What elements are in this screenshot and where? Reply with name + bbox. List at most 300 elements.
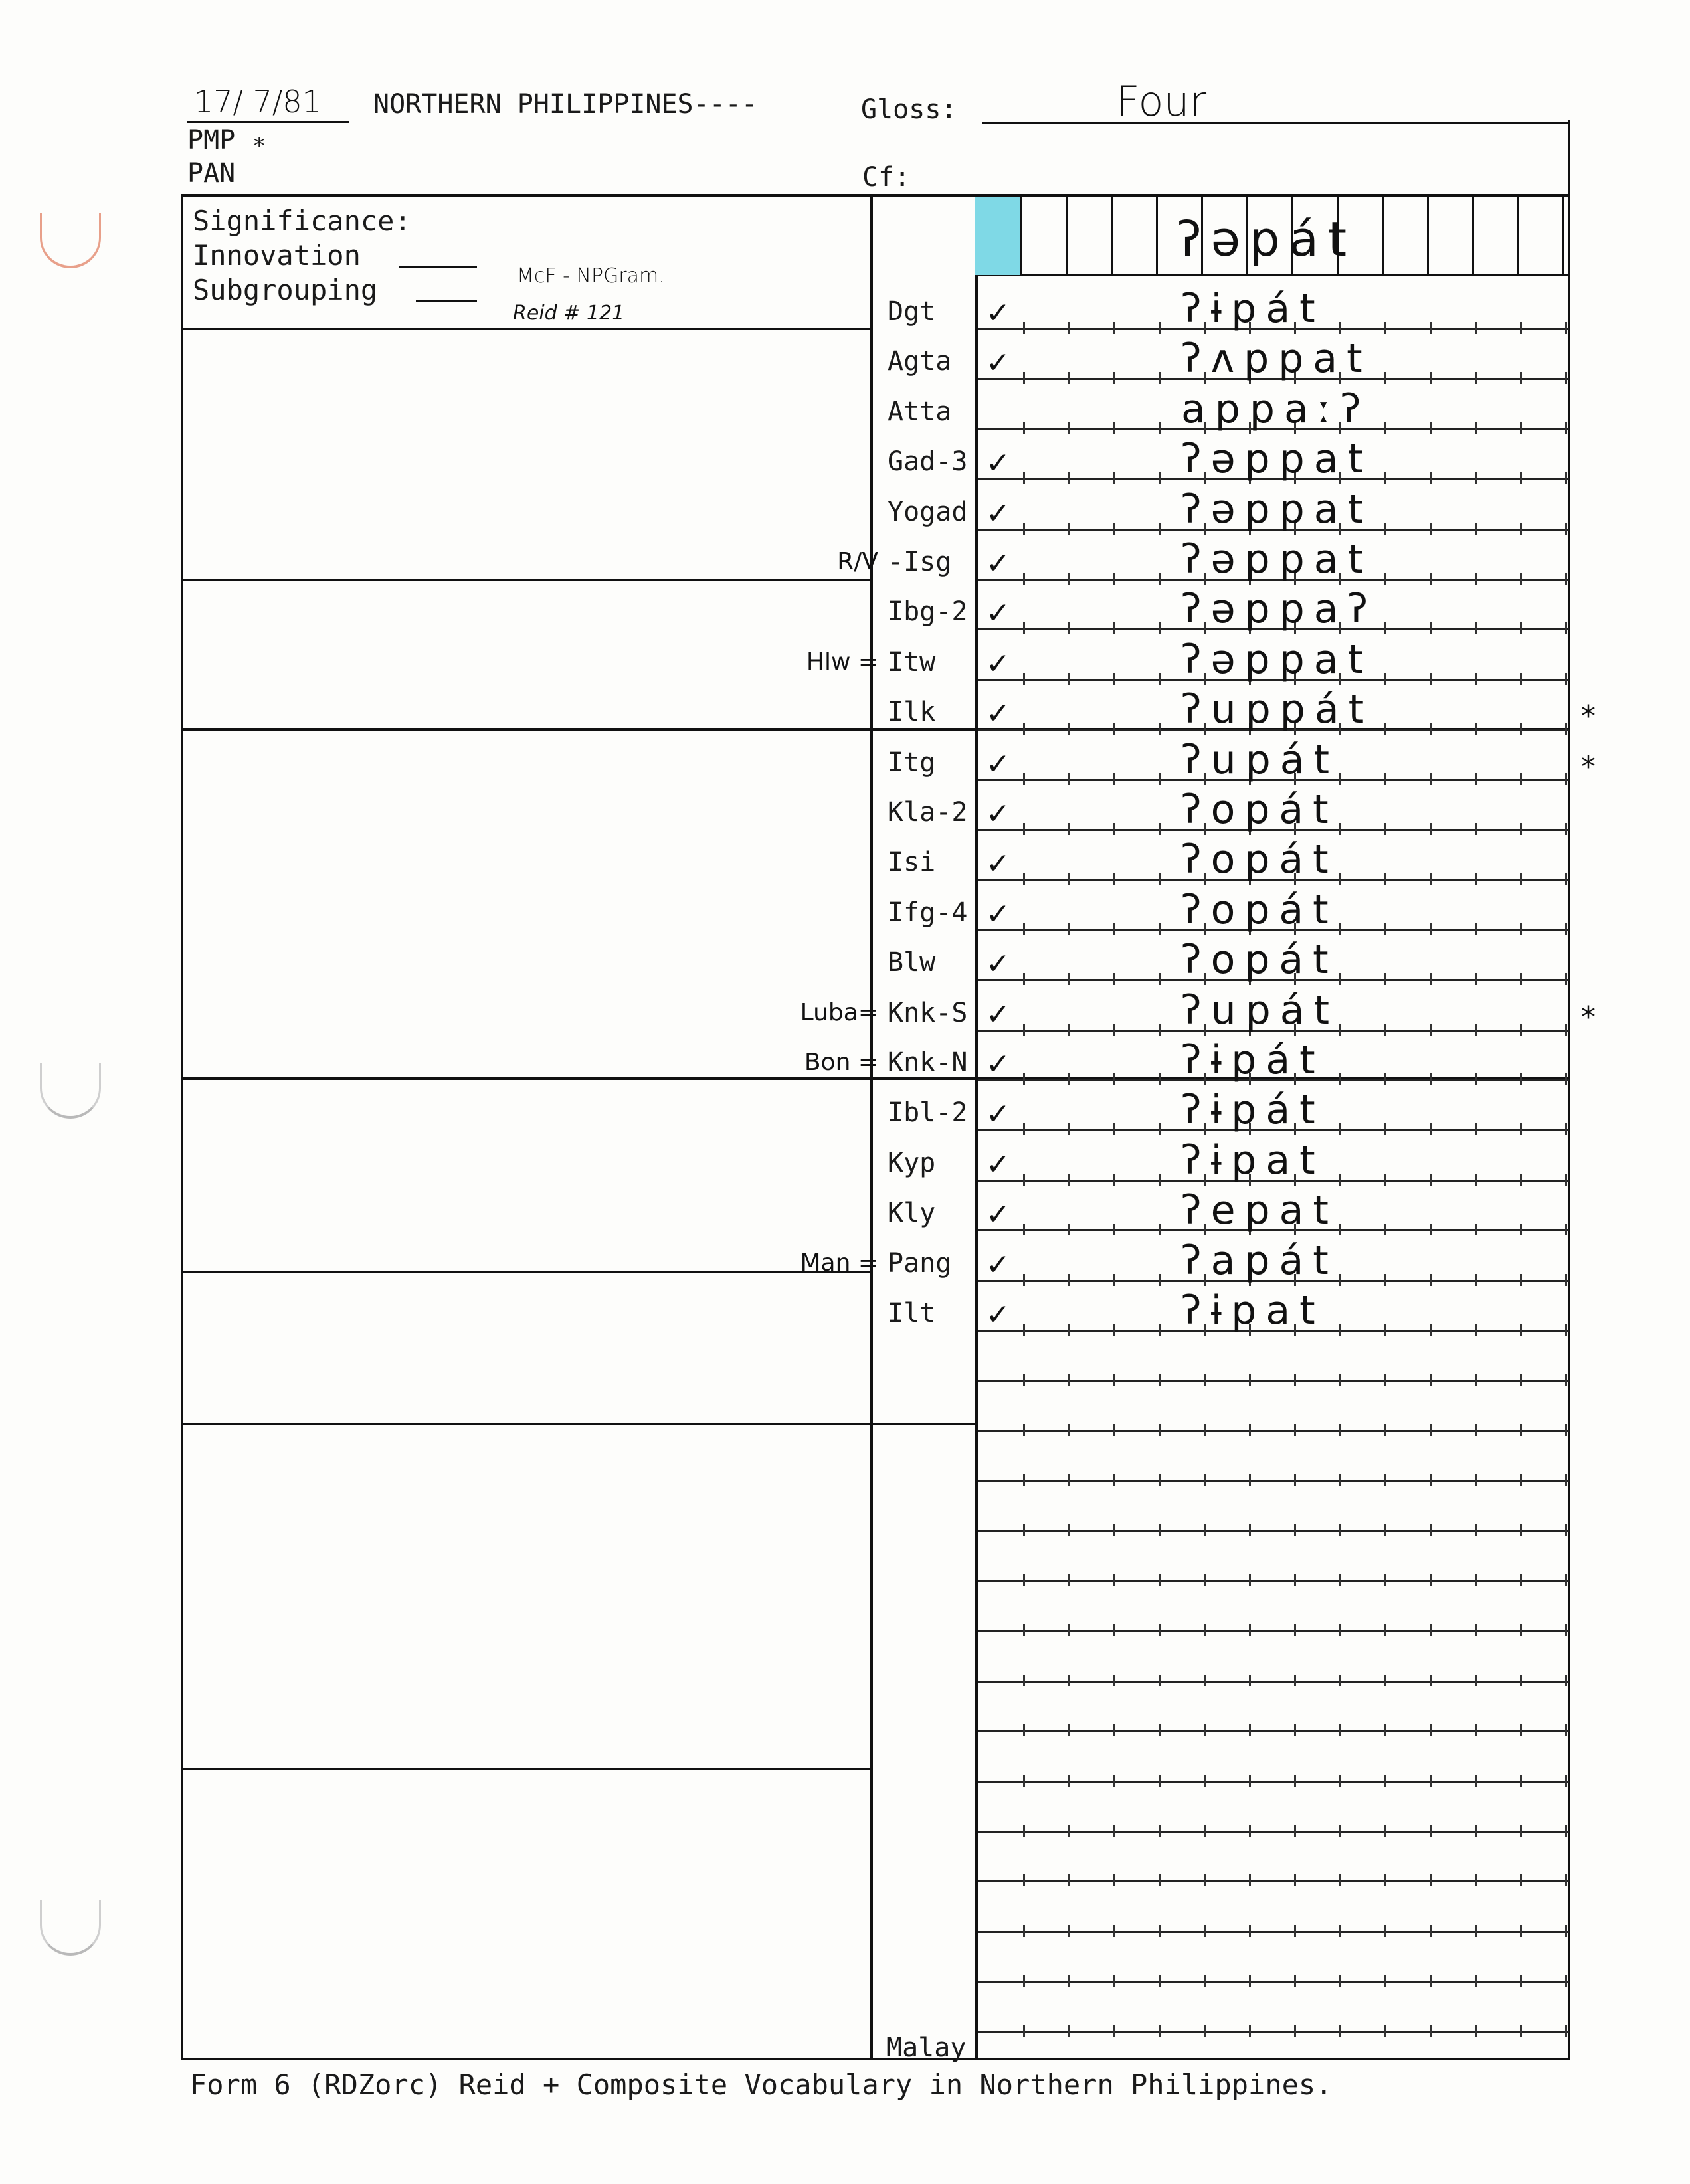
ruled-line-tick [1339, 873, 1341, 885]
reflex-form: ʔopát [1181, 937, 1338, 983]
check-mark: ✓ [986, 1097, 1010, 1131]
ruled-line-tick [1384, 973, 1386, 985]
ruled-line-tick [1249, 1374, 1251, 1386]
ruled-line [978, 1530, 1569, 1532]
ruled-line-tick [1565, 673, 1567, 685]
ruled-line-tick [1520, 1825, 1522, 1837]
source-reference-1: McF - NPGram. [517, 264, 665, 288]
ruled-line-tick [1565, 973, 1567, 985]
ruled-line-tick [1565, 1123, 1567, 1135]
ruled-line-tick [1520, 322, 1522, 334]
ruled-line-tick [1159, 773, 1161, 785]
ruled-line-tick [1068, 472, 1070, 484]
proto-cell [975, 197, 1022, 275]
ruled-line-tick [1113, 1825, 1115, 1837]
ruled-line-tick [1475, 773, 1477, 785]
ruled-line-tick [1113, 322, 1115, 334]
ruled-line-tick [1249, 1975, 1251, 1987]
ruled-line-tick [1475, 1274, 1477, 1286]
ruled-line-tick [1430, 1123, 1432, 1135]
ruled-line-tick [1565, 1324, 1567, 1336]
ruled-line-tick [1384, 1224, 1386, 1235]
ruled-line [978, 1580, 1569, 1582]
ruled-line-tick [1520, 1624, 1522, 1636]
ruled-line-tick [1565, 573, 1567, 585]
ruled-line-tick [1023, 523, 1025, 535]
ruled-line-tick [1023, 622, 1025, 634]
ruled-line-tick [1565, 1825, 1567, 1837]
language-code: -Isg [888, 547, 952, 577]
ruled-line-tick [1520, 1724, 1522, 1736]
ruled-line-tick [1520, 823, 1522, 835]
ruled-line-tick [1068, 1024, 1070, 1036]
ruled-line-tick [1430, 1624, 1432, 1636]
ruled-line-tick [1159, 1073, 1161, 1085]
date-underline [187, 121, 349, 123]
ruled-line-tick [1249, 1524, 1251, 1536]
ruled-line-tick [1565, 723, 1567, 735]
ruled-line-tick [1520, 1524, 1522, 1536]
check-mark: ✓ [986, 1298, 1010, 1332]
ruled-line [978, 1981, 1569, 1983]
ruled-line-tick [1339, 1675, 1341, 1686]
ruled-line-tick [1565, 1925, 1567, 1937]
ruled-line [978, 1781, 1569, 1783]
ruled-line-tick [1159, 1123, 1161, 1135]
ruled-line-tick [1068, 1474, 1070, 1486]
ruled-line-tick [1339, 1474, 1341, 1486]
ruled-line-tick [1430, 322, 1432, 334]
ruled-line-tick [1475, 372, 1477, 384]
binder-hole-bottom [40, 1900, 101, 1956]
ruled-line-tick [1384, 1775, 1386, 1787]
reflex-form: ʔəppat [1181, 486, 1372, 533]
ruled-line [978, 1630, 1569, 1632]
ruled-line-tick [1475, 1825, 1477, 1837]
ruled-line-tick [1159, 1624, 1161, 1636]
ruled-line-tick [1204, 1424, 1206, 1436]
reflex-form: ʔɨpát [1181, 286, 1325, 332]
ruled-line-tick [1249, 1574, 1251, 1586]
ruled-line-tick [1565, 1724, 1567, 1736]
ruled-line-tick [1430, 973, 1432, 985]
ruled-line-tick [1384, 1123, 1386, 1135]
ruled-line-tick [1068, 1224, 1070, 1235]
cf-label: Cf: [862, 162, 911, 193]
ruled-line-tick [1520, 1224, 1522, 1235]
reflex-form: appaːʔ [1181, 386, 1370, 432]
ruled-line-tick [1384, 773, 1386, 785]
ruled-line-tick [1520, 723, 1522, 735]
ruled-line-tick [1159, 472, 1161, 484]
ruled-line-tick [1068, 622, 1070, 634]
ruled-line-tick [1430, 1675, 1432, 1686]
ruled-line-tick [1339, 1424, 1341, 1436]
ruled-line-tick [1113, 1775, 1115, 1787]
ruled-line-tick [1520, 973, 1522, 985]
row-prefix: Luba= [800, 999, 878, 1026]
ruled-line-tick [1475, 923, 1477, 935]
reflex-form: ʔɨpát [1181, 1037, 1325, 1083]
form-date: 17/ 7/81 [194, 84, 322, 120]
ruled-line-tick [1023, 773, 1025, 785]
ruled-line-tick [1113, 1524, 1115, 1536]
ruled-line-tick [1339, 1574, 1341, 1586]
ruled-line-tick [1565, 773, 1567, 785]
ruled-line-tick [1204, 2025, 1206, 2037]
pmp-mark: * [252, 133, 266, 159]
ruled-line-tick [1520, 1324, 1522, 1336]
ruled-line-tick [1430, 1424, 1432, 1436]
check-mark: ✓ [986, 296, 1010, 330]
ruled-line-tick [1113, 673, 1115, 685]
ruled-line-tick [1204, 1975, 1206, 1987]
ruled-line-tick [1023, 823, 1025, 835]
check-mark: ✓ [986, 747, 1010, 781]
ruled-line-tick [1023, 1224, 1025, 1235]
ruled-line-tick [1565, 523, 1567, 535]
ruled-line-tick [1249, 1775, 1251, 1787]
ruled-line-tick [1339, 1374, 1341, 1386]
ruled-line-tick [1023, 322, 1025, 334]
ruled-line-tick [1068, 1174, 1070, 1186]
ruled-line-tick [1475, 322, 1477, 334]
ruled-line-tick [1565, 1174, 1567, 1186]
ruled-line-tick [1159, 322, 1161, 334]
ruled-line-tick [1023, 422, 1025, 434]
star-mark: * [1581, 699, 1596, 733]
ruled-line-tick [1475, 2025, 1477, 2037]
ruled-line-tick [1113, 573, 1115, 585]
language-code: Yogad [888, 497, 968, 527]
ruled-line-tick [1475, 573, 1477, 585]
ruled-line-tick [1023, 1724, 1025, 1736]
ruled-line-tick [1565, 1374, 1567, 1386]
ruled-line-tick [1384, 923, 1386, 935]
ruled-line-tick [1113, 1724, 1115, 1736]
proto-cell [1156, 197, 1203, 275]
ruled-line-tick [1565, 1274, 1567, 1286]
innovation-blank [399, 266, 477, 268]
ruled-line-tick [1430, 1474, 1432, 1486]
ruled-line-tick [1565, 322, 1567, 334]
ruled-line-tick [1430, 1775, 1432, 1787]
ruled-line-tick [1249, 1424, 1251, 1436]
ruled-line-tick [1430, 1174, 1432, 1186]
ruled-line-tick [1384, 1024, 1386, 1036]
ruled-line-tick [1384, 1274, 1386, 1286]
binder-hole-middle [40, 1063, 101, 1119]
left-divider-6 [181, 1423, 978, 1425]
ruled-line-tick [1384, 1624, 1386, 1636]
ruled-line-tick [1430, 1874, 1432, 1886]
ruled-line-tick [1430, 873, 1432, 885]
ruled-line-tick [1159, 1724, 1161, 1736]
ruled-line-tick [1475, 1925, 1477, 1937]
ruled-line [978, 1430, 1569, 1432]
ruled-line-tick [1068, 1374, 1070, 1386]
ruled-line-tick [1023, 1024, 1025, 1036]
ruled-line-tick [1430, 1324, 1432, 1336]
ruled-line-tick [1475, 1675, 1477, 1686]
ruled-line-tick [1520, 372, 1522, 384]
ruled-line-tick [1520, 472, 1522, 484]
ruled-line-tick [1339, 1724, 1341, 1736]
gloss-underline [982, 122, 1569, 124]
ruled-line-tick [1023, 1174, 1025, 1186]
ruled-line-tick [1339, 823, 1341, 835]
ruled-line-tick [1023, 1624, 1025, 1636]
ruled-line-tick [1565, 1624, 1567, 1636]
ruled-line-tick [1068, 923, 1070, 935]
ruled-line-tick [1159, 1675, 1161, 1686]
language-code: Atta [888, 397, 952, 427]
ruled-line-tick [1339, 1925, 1341, 1937]
ruled-line-tick [1159, 622, 1161, 634]
ruled-line-tick [1204, 1825, 1206, 1837]
language-code: Ibl-2 [888, 1097, 968, 1128]
ruled-line-tick [1159, 923, 1161, 935]
ruled-line-tick [1068, 1675, 1070, 1686]
ruled-line-tick [1068, 673, 1070, 685]
ruled-line-tick [1475, 1324, 1477, 1336]
binder-hole-top [40, 213, 101, 268]
ruled-line-tick [1113, 1224, 1115, 1235]
ruled-line-tick [1068, 1724, 1070, 1736]
language-code: Ifg-4 [888, 897, 968, 928]
significance-label: Significance: [193, 205, 411, 237]
ruled-line-tick [1113, 1274, 1115, 1286]
ruled-line-tick [1520, 622, 1522, 634]
ruled-line-tick [1430, 422, 1432, 434]
ruled-line-tick [1565, 472, 1567, 484]
ruled-line-tick [1159, 523, 1161, 535]
ruled-line-tick [1068, 1775, 1070, 1787]
ruled-line-tick [1294, 1474, 1296, 1486]
ruled-line-tick [1159, 573, 1161, 585]
ruled-line-tick [1475, 1724, 1477, 1736]
ruled-line-tick [1430, 1724, 1432, 1736]
ruled-line [978, 1730, 1569, 1732]
reflex-form: ʔɨpát [1181, 1087, 1325, 1133]
language-code: Pang [888, 1248, 952, 1279]
ruled-line-tick [1294, 1374, 1296, 1386]
ruled-line-tick [1068, 723, 1070, 735]
ruled-line-tick [1520, 873, 1522, 885]
ruled-line-tick [1023, 873, 1025, 885]
ruled-line-tick [1294, 1975, 1296, 1987]
row-prefix: R/V [837, 548, 878, 575]
ruled-line-tick [1475, 1123, 1477, 1135]
language-code: Isi [888, 847, 936, 877]
language-code: Kla-2 [888, 797, 968, 828]
language-column-left-border [870, 194, 873, 2060]
ruled-line-tick [1565, 422, 1567, 434]
ruled-line-tick [1113, 1324, 1115, 1336]
ruled-line-tick [1520, 1123, 1522, 1135]
ruled-line-tick [1204, 1374, 1206, 1386]
ruled-line-tick [1023, 673, 1025, 685]
ruled-line-tick [1565, 923, 1567, 935]
ruled-line-tick [1384, 1724, 1386, 1736]
ruled-line-tick [1068, 1524, 1070, 1536]
ruled-line-tick [1384, 673, 1386, 685]
ruled-line-tick [1475, 422, 1477, 434]
reflex-form: ʔapát [1181, 1237, 1338, 1284]
ruled-line-tick [1565, 1975, 1567, 1987]
ruled-line-tick [1520, 1274, 1522, 1286]
ruled-line-tick [1384, 1825, 1386, 1837]
ruled-line-tick [1384, 1474, 1386, 1486]
proto-cell [1472, 197, 1519, 275]
star-mark: * [1581, 1000, 1596, 1034]
ruled-line-tick [1113, 2025, 1115, 2037]
ruled-line [978, 1380, 1569, 1382]
ruled-line-tick [1294, 1775, 1296, 1787]
ruled-line-tick [1475, 1424, 1477, 1436]
ruled-line-tick [1068, 1123, 1070, 1135]
ruled-line-tick [1159, 873, 1161, 885]
ruled-line-tick [1565, 873, 1567, 885]
ruled-line-tick [1249, 1825, 1251, 1837]
ruled-line-tick [1384, 422, 1386, 434]
ruled-line-tick [1294, 1925, 1296, 1937]
left-divider-1 [181, 328, 872, 330]
check-mark: ✓ [986, 797, 1010, 831]
ruled-line-tick [1384, 523, 1386, 535]
ruled-line-tick [1384, 1374, 1386, 1386]
check-mark: ✓ [986, 1148, 1010, 1182]
ruled-line-tick [1430, 1975, 1432, 1987]
ruled-line-tick [1023, 723, 1025, 735]
star-mark: * [1581, 750, 1596, 784]
ruled-line-tick [1475, 1224, 1477, 1235]
proto-cell [1111, 197, 1158, 275]
ruled-line-tick [1068, 773, 1070, 785]
ruled-line-tick [1384, 1424, 1386, 1436]
ruled-line-tick [1430, 2025, 1432, 2037]
ruled-line-tick [1204, 1925, 1206, 1937]
ruled-line [978, 1681, 1569, 1683]
ruled-line-tick [1430, 1224, 1432, 1235]
ruled-line-tick [1113, 1123, 1115, 1135]
ruled-line-tick [1159, 1524, 1161, 1536]
ruled-line-tick [1249, 1925, 1251, 1937]
ruled-line-tick [1384, 2025, 1386, 2037]
ruled-line-tick [1113, 1174, 1115, 1186]
ruled-line-tick [1023, 1874, 1025, 1886]
ruled-line-tick [1023, 1524, 1025, 1536]
ruled-line-tick [1068, 322, 1070, 334]
ruled-line-tick [1113, 1624, 1115, 1636]
frame-left [181, 194, 183, 2060]
ruled-line-tick [1475, 1624, 1477, 1636]
ruled-line-tick [1565, 1224, 1567, 1235]
ruled-line-tick [1023, 1675, 1025, 1686]
check-mark: ✓ [986, 346, 1010, 380]
proto-cell [1382, 197, 1429, 275]
proto-cell [1337, 197, 1384, 275]
reflex-form: ʔəppaʔ [1181, 586, 1378, 632]
row-prefix: Bon = [804, 1049, 878, 1076]
ruled-line-tick [1113, 1975, 1115, 1987]
language-code: Kyp [888, 1148, 936, 1178]
ruled-line-tick [1159, 1474, 1161, 1486]
ruled-line-tick [1023, 2025, 1025, 2037]
check-mark: ✓ [986, 446, 1010, 480]
ruled-line-tick [1565, 1675, 1567, 1686]
lang-malay: Malay [886, 2033, 967, 2063]
ruled-line-tick [1384, 1324, 1386, 1336]
check-mark: ✓ [986, 1248, 1010, 1282]
gloss-label: Gloss: [861, 94, 957, 125]
ruled-line-tick [1023, 1775, 1025, 1787]
check-mark: ✓ [986, 998, 1010, 1032]
ruled-line-tick [1520, 422, 1522, 434]
ruled-line-tick [1565, 1524, 1567, 1536]
ruled-line-tick [1113, 773, 1115, 785]
ruled-line-tick [1159, 1874, 1161, 1886]
ruled-line-tick [1113, 422, 1115, 434]
language-code: Kly [888, 1198, 936, 1228]
ruled-line-tick [1068, 873, 1070, 885]
ruled-line-tick [1339, 973, 1341, 985]
ruled-line-tick [1294, 1825, 1296, 1837]
subgrouping-blank [416, 300, 477, 302]
ruled-line-tick [1430, 1825, 1432, 1837]
ruled-line-tick [1068, 422, 1070, 434]
ruled-line-tick [1249, 1724, 1251, 1736]
ruled-line-tick [1520, 1574, 1522, 1586]
language-code: Ilt [888, 1298, 936, 1328]
ruled-line-tick [1475, 873, 1477, 885]
reflex-form: ʔuppát [1181, 686, 1374, 733]
ruled-line-tick [1430, 1024, 1432, 1036]
reflex-form: ʔupát [1181, 987, 1339, 1034]
ruled-line-tick [1113, 1073, 1115, 1085]
ruled-line-tick [1384, 1174, 1386, 1186]
ruled-line-tick [1565, 1073, 1567, 1085]
ruled-line-tick [1294, 1424, 1296, 1436]
ruled-line-tick [1339, 1524, 1341, 1536]
ruled-line-tick [1294, 1874, 1296, 1886]
ruled-line-tick [1384, 1073, 1386, 1085]
ruled-line-tick [1113, 1874, 1115, 1886]
ruled-line-tick [1384, 472, 1386, 484]
ruled-line-tick [1339, 1024, 1341, 1036]
ruled-line-tick [1068, 823, 1070, 835]
ruled-line-tick [1294, 1624, 1296, 1636]
reflex-form: ʔəppat [1181, 436, 1372, 482]
ruled-line-tick [1113, 622, 1115, 634]
ruled-line-tick [1430, 823, 1432, 835]
ruled-line-tick [1159, 1825, 1161, 1837]
form-title: NORTHERN PHILIPPINES---- [373, 89, 757, 120]
ruled-line-tick [1023, 1825, 1025, 1837]
ruled-line-tick [1475, 1775, 1477, 1787]
ruled-line-tick [1023, 1274, 1025, 1286]
ruled-line-tick [1565, 1024, 1567, 1036]
ruled-line-tick [1068, 1574, 1070, 1586]
ruled-line-tick [1023, 1975, 1025, 1987]
ruled-line-tick [1023, 1574, 1025, 1586]
ruled-line-tick [1294, 1724, 1296, 1736]
ruled-line-tick [1023, 1374, 1025, 1386]
ruled-line-tick [1159, 1775, 1161, 1787]
ruled-line-tick [1339, 2025, 1341, 2037]
reflex-form: ʔʌppat [1181, 335, 1372, 382]
ruled-line [978, 1880, 1569, 1882]
